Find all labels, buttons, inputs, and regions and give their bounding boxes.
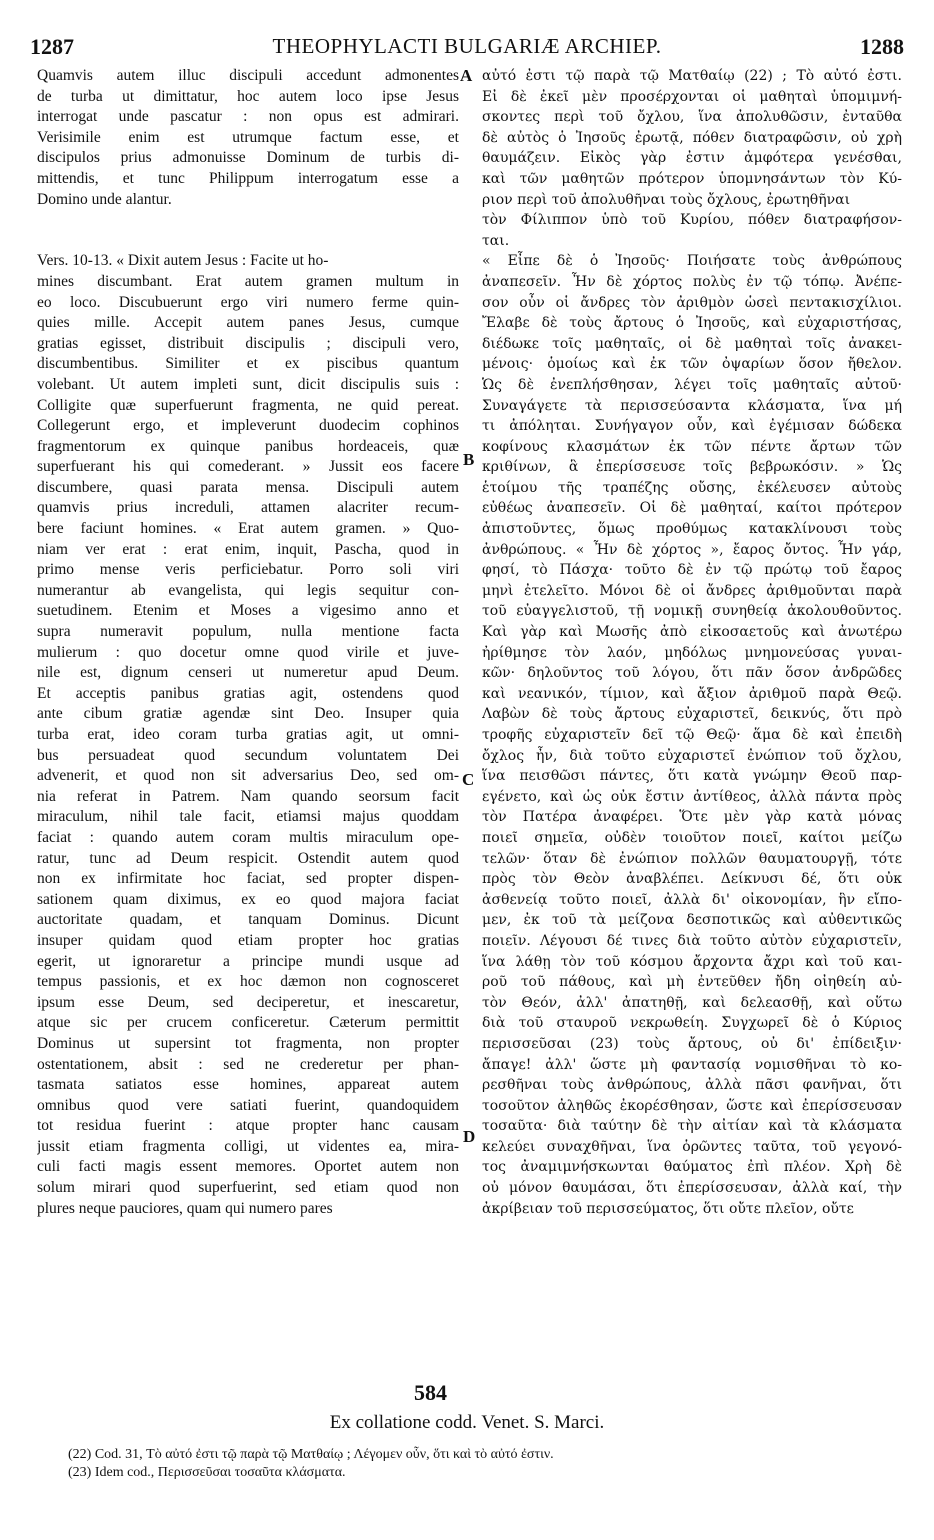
greek-line: ποιεῖν. Λέγουσι δέ τινες διὰ τοῦτο αὐτὸν εὐχαριστεῖν,: [482, 932, 902, 949]
latin-line: sationem quam diximus, ex eo quod majora faciat: [37, 890, 459, 908]
latin-line: mines discumbant. Erat autem gramen multum in: [37, 272, 459, 290]
greek-line: εὐθέως ἀναπεσεῖν. Οἱ δὲ μαθηταί, καίτοι πρότερον: [482, 500, 902, 517]
greek-line: σκοντες περὶ τοῦ ὄχλου, ἵνα ἀπολυθῶσιν, ἐνταῦθα: [482, 109, 902, 126]
greek-line: μεν, ἐκ τοῦ τὰ μείζονα δεσποτικῶς καὶ αὐθεντικῶς: [482, 912, 902, 929]
greek-column: [482, 66, 902, 1219]
greek-line: ρεσθῆναι τοὺς ἀνθρώπους, ἀλλὰ πᾶσι φανῆναι, ὅτι: [482, 1077, 902, 1094]
greek-line: τοῦ εὐαγγελιστοῦ, τῇ νομικῇ συνηθείᾳ ἀκολουθοῦντος.: [482, 603, 902, 620]
greek-line: ἵνα λάθῃ τὸν τοῦ κόσμου ἄρχοντα ἄχρι καὶ τοῦ και-: [482, 953, 902, 970]
latin-line: plures neque pauciores, quam qui numero pares: [37, 1199, 333, 1217]
greek-line: καὶ νεανικόν, τίμιον, καὶ ἄξιον ἀριθμοῦ παρὰ Θεῷ.: [482, 685, 902, 702]
running-title: THEOPHYLACTI BULGARIÆ ARCHIEP.: [272, 34, 662, 58]
greek-line: τι ἀπόληται. Συνήγαγον οὖν, καὶ ἐγέμισαν δώδεκα: [482, 418, 902, 435]
latin-line: [37, 210, 459, 251]
footnote-23: (23) Idem cod., Περισσεῦσαι τοσαῦτα κλάσματα.: [68, 1465, 346, 1480]
latin-line: Collegerunt ergo, et impleverunt duodecim cophinos: [37, 417, 459, 435]
latin-line: Vers. 10-13. « Dixit autem Jesus : Facite ut ho-: [37, 252, 329, 270]
latin-line: niam ver erat : erat enim, inquit, Pascha, quod in: [37, 540, 459, 558]
greek-line: θαυμάζειν. Εἰκὸς γὰρ ἐστιν ἀμφότερα γενέσθαι,: [482, 150, 902, 167]
latin-line: egerit, ut ignoraretur a principe mundi usque ad: [37, 952, 459, 970]
latin-line: quies mille. Accepit autem panes Jesus, cumque: [37, 314, 459, 332]
latin-line: mulierum : quo docetur omne quod virile et juve-: [37, 643, 459, 661]
greek-line: ἑτοίμου τῆς τραπέζης οὔσης, ἐκέλευσεν αὐτοὺς: [482, 479, 902, 496]
footnotes: [68, 1446, 908, 1482]
greek-line: τὸν Πατέρα ἀναφέρει. Ὅτε μὲν γὰρ κατὰ μόνας: [482, 809, 902, 826]
latin-line: gratias egisset, distribuit discipulis ; discipuli vero,: [37, 334, 459, 352]
greek-line: διέδωκε τοῖς μαθηταῖς, οἱ δὲ μαθηταὶ τοῖς ἀνακει-: [482, 335, 902, 352]
right-page-number: 1288: [860, 34, 904, 59]
greek-line: ριον περὶ τοῦ ἀπολυθῆναι τοὺς ὄχλους, ἐρωτηθῆναι: [482, 191, 851, 208]
latin-line: nile est, dignum censeri ut numeretur apud Deum.: [37, 664, 459, 682]
latin-line: advenerit, et quod non sit adversarius Deo, sed om-: [37, 767, 459, 785]
latin-line: ratur, tunc ad Deum respicit. Ostendit autem quod: [37, 849, 459, 867]
greek-line: ται.: [482, 232, 510, 249]
greek-line: κῶν· δηλοῦντος τοῦ λόγου, ὅτι πᾶν ὅσον ἀνδρῶδες: [482, 665, 902, 682]
greek-line: εγένετο, καὶ ὡς οὐκ ἔστιν ἀντίθεος, ἀλλὰ πάντα πρὸς: [482, 788, 902, 805]
greek-line: ἀνθρώπους. « Ἦν δὲ χόρτος », ἔαρος ὄντος. Ἦν γάρ,: [482, 541, 902, 558]
latin-line: discipulos prius admonuisse Dominum de turbis di-: [37, 149, 459, 167]
section-marker-c: C: [462, 770, 475, 789]
greek-line: διὰ τοῦ σταυροῦ νεκρωθείη. Συγχωρεῖ δὲ ὁ Κύριος: [482, 1015, 902, 1032]
collation-note: Ex collatione codd. Venet. S. Marci.: [329, 1412, 605, 1433]
section-marker-a: A: [460, 66, 473, 85]
latin-line: Et acceptis panibus gratias agit, ostendens quod: [37, 684, 459, 702]
greek-line: κριθίνων, ἃ ἐπερίσσευσε τοῖς βεβρωκόσιν. » Ὡς: [482, 459, 902, 476]
greek-line: Ὡς δὲ ἐνεπλήσθησαν, λέγει τοῖς μαθηταῖς αὐτοῦ·: [482, 376, 902, 393]
section-marker-d: D: [463, 1127, 476, 1146]
latin-line: faciat : quando autem coram multis miraculum ope-: [37, 828, 459, 846]
greek-line: Καὶ γὰρ καὶ Μωσῆς ἀπὸ εἰκοσαετοῦς καὶ ἀνωτέρω: [482, 624, 902, 641]
latin-line: tot residua fuerint : atque propter hanc causam: [37, 1117, 459, 1135]
latin-line: atque sic per crucem conficeretur. Cæterum permittit: [37, 1014, 459, 1032]
greek-line: περισσεῦσαι (23) τοὺς ἄρτους, οὐ δι' ἐπίδειξιν·: [482, 1035, 902, 1052]
left-page-number: 1287: [30, 34, 74, 59]
latin-line: quamvis prius increduli, attamen alacriter recum-: [37, 499, 459, 517]
column-number: 584: [414, 1380, 447, 1405]
latin-line: de turba ut dimittatur, hoc autem loco ipse Jesus: [37, 87, 459, 105]
greek-line: πρὸς τὸν Θεὸν ἀναβλέπει. Δείκνυσι δέ, ὅτι οὐκ: [482, 871, 902, 888]
greek-line: τὸν Θεόν, ἀλλ' ἀπατηθῇ, καὶ δελεασθῇ, καὶ οὕτω: [482, 994, 902, 1011]
latin-line: interrogat unde pascatur : non opus est admirari.: [37, 108, 459, 126]
latin-line: auctoritate quadam, et tanquam Dominus. Dicunt: [37, 911, 459, 929]
latin-line: turba erat, ideo coram turba gratias agit, ut omni-: [37, 726, 459, 743]
greek-line: ἄπαγε! ἀλλ' ὥστε μὴ φαντασίᾳ νομισθῆναι τὸ κο-: [482, 1056, 902, 1073]
greek-line: ἀσθενείᾳ τοῦτο ποιεῖ, ἀλλὰ δι' οἰκονομίαν, ἣν εἴπο-: [482, 891, 902, 908]
latin-line: numerantur ab evangelista, qui legis sequitur con-: [37, 581, 459, 599]
greek-line: κελεύει συναχθῆναι, ἵνα ὁρῶντες ταῦτα, τοῦ γεγονό-: [482, 1138, 902, 1155]
latin-line: discumbentibus. Similiter et ex piscibus quantum: [37, 355, 459, 373]
latin-line: Quamvis autem illuc discipuli accedunt admonentes: [37, 67, 459, 84]
greek-line: αὐτό ἐστι τῷ παρὰ τῷ Ματθαίῳ (22) ; Τὸ αὐτό ἐστι.: [482, 68, 902, 84]
latin-line: ante cibum gratiæ agendæ sint Deo. Insuper quia: [37, 705, 459, 723]
footnote-22: (22) Cod. 31, Τὸ αὐτό ἐστι τῷ παρὰ τῷ Ματθαίῳ ; Λέγομεν οὖν, ὅτι καὶ τὸ αὐτό ἐστιν.: [68, 1447, 554, 1462]
greek-line: Συναγάγετε τὰ περισσεύσαντα κλάσματα, ἵνα μή: [482, 397, 902, 414]
latin-line: bere faciunt homines. « Erat autem gramen. » Quo-: [37, 520, 459, 538]
latin-line: primo mense veris perficiebatur. Porro soli viri: [37, 561, 459, 579]
greek-line: φησί, τὸ Πάσχα· τοῦτο δὲ ἐν τῷ πρώτῳ τοῦ ἔαρος: [482, 562, 902, 579]
greek-line: κοφίνους κλασμάτων ἐκ τῶν πέντε ἄρτων τῶν: [482, 438, 902, 455]
greek-line: « Εἶπε δὲ ὁ Ἰησοῦς· Ποιήσατε τοὺς ἀνθρώπους: [482, 253, 902, 270]
section-marker-b: B: [463, 450, 475, 469]
greek-line: ἀπιστοῦντες, ὅμως προθύμως κατακλίνουσι τοὺς: [482, 521, 902, 538]
greek-line: ἀναπεσεῖν. Ἦν δὲ χόρτος πολὺς ἐν τῷ τόπῳ. Ἀνέπε-: [482, 273, 902, 290]
latin-line: Verisimile enim est utrumque factum esse, et: [37, 128, 459, 146]
greek-line: τροφῆς εὐχαριστεῖν δεῖ τῷ Θεῷ· ἅμα δὲ καὶ ἐπειδὴ: [482, 727, 902, 743]
greek-line: Ἔλαβε δὲ τοὺς ἄρτους ὁ Ἰησοῦς, καὶ εὐχαριστήσας,: [482, 315, 902, 332]
greek-line: τοσοῦτον ἀληθῶς ἐκορέσθησαν, ὥστε καὶ ἐπερίσσευσαν: [482, 1097, 902, 1114]
greek-line: οὐ μόνον θαυμάσαι, ὅτι ἐπερίσσευσαν, ἀλλὰ καί, τὴν: [482, 1180, 902, 1197]
greek-line: τος ἀναμιμνήσκωνται θαύματος ἐπὶ πλέον. Χρὴ δὲ: [482, 1159, 902, 1176]
latin-line: miraculum, nihil tale facit, etiamsi majus quoddam: [37, 808, 459, 826]
greek-line: Εἰ δὲ ἐκεῖ μὲν προσέρχονται οἱ μαθηταὶ ὑπομιμνή-: [482, 88, 902, 105]
latin-line: nia referat in Patrem. Nam quando seorsum facit: [37, 787, 459, 805]
greek-line: σον οὖν οἱ ἄνδρες τὸν ἀριθμὸν ὡσεὶ πεντακισχίλιοι.: [482, 294, 902, 311]
greek-line: τελῶν· ὅταν δὲ ἐνώπιον πολλῶν θαυματουργῇ, τότε: [482, 850, 902, 867]
latin-line: Dominus ut supersint tot fragmenta, non propter: [37, 1034, 459, 1052]
latin-line: Colligite quæ superfuerunt fragmenta, ne quid pereat.: [37, 396, 459, 414]
greek-line: τὸν Φίλιππον ὑπὸ τοῦ Κυρίου, πόθεν διατραφήσον-: [482, 212, 902, 229]
latin-line: jussit etiam fragmenta colligi, ut videntes ea, mira-: [37, 1137, 459, 1155]
latin-line: fragmentorum ex quinque panibus hordeaceis, quæ: [37, 437, 459, 455]
greek-line: ὄχλος ἦν, διὰ τοῦτο εὐχαριστεῖ ἐνώπιον τοῦ ὄχλου,: [482, 747, 902, 764]
running-header: [30, 30, 904, 64]
greek-line: τοσαῦτα· διὰ ταύτην δὲ τὴν αἰτίαν καὶ τὰ κλάσματα: [482, 1118, 902, 1135]
greek-line: ἀκρίβειαν τοῦ περισσεύματος, ὅτι οὔτε πλεῖον, οὔτε: [482, 1200, 854, 1217]
greek-line: ροῦ τοῦ πάθους, καὶ μὴ ἐντεῦθεν ἤδη οἰηθείη αὐ-: [482, 974, 902, 991]
latin-line: bus persuadeat quod secundum voluntatem Dei: [37, 746, 459, 764]
latin-line: Domino unde alantur.: [37, 190, 172, 208]
greek-line: μηνὶ ἐτελεῖτο. Μόνοι δὲ οἱ ἄνδρες ἀριθμοῦνται παρὰ: [482, 582, 902, 599]
greek-line: ποιεῖ σημεῖα, οὐδὲν τοιοῦτον ποιεῖ, καίτοι μείζω: [482, 829, 902, 846]
latin-line: ipsum esse Deum, sed deciperetur, et inescaretur,: [37, 993, 459, 1011]
latin-line: volebant. Ut autem impleti sunt, dicit discipulis suis :: [37, 375, 459, 393]
latin-line: culi facti magis essent memores. Oportet autem non: [37, 1158, 459, 1176]
greek-line: Λαβὼν δὲ τοὺς ἄρτους εὐχαριστεῖ, δεικνύς, ὅτι πρὸ: [482, 706, 902, 723]
latin-line: non ex infirmitate hoc faciat, sed propter dispen-: [37, 870, 459, 888]
latin-line: eo loco. Discubuerunt ergo viri numero ferme quin-: [37, 293, 459, 311]
greek-line: μένοις· ὁμοίως καὶ ἐκ τῶν ὀψαρίων ὅσον ἤθελον.: [482, 356, 902, 373]
latin-line: tempus passionis, et ex hoc dæmon non cognosceret: [37, 973, 459, 991]
latin-line: discumbere, quasi parata mensa. Discipuli autem: [37, 478, 459, 496]
greek-line: καὶ τῶν μαθητῶν πρότερον ὑπομνησάντων τὸν Κύ-: [482, 170, 902, 187]
latin-line: tasmata satiatos esse homines, appareat autem: [37, 1076, 459, 1094]
latin-line: supra numeravit populum, nulla mentione facta: [37, 623, 459, 641]
greek-line: δὲ αὐτὸς ὁ Ἰησοῦς ἐρωτᾷ, πόθεν διατραφῶσιν, οὐ χρὴ: [482, 129, 902, 146]
latin-line: insuper quidam quod etiam propter hoc gratias: [37, 931, 459, 949]
latin-column: [37, 66, 459, 1219]
latin-line: mittendis, et tunc Philippum interrogatum esse a: [37, 169, 459, 187]
latin-line: ostentationem, absit : sed ne crederetur per phan-: [37, 1055, 459, 1073]
greek-line: ἵνα πεισθῶσι πάντες, ὅτι κατὰ γνώμην Θεοῦ παρ-: [482, 768, 902, 785]
latin-line: solum mirari quod superfuerint, sed etiam quod non: [37, 1179, 459, 1197]
latin-line: superfuerant his qui comederant. » Jussit eos facere: [37, 458, 459, 476]
latin-line: suetudinem. Etenim et Moses a vigesimo anno et: [37, 602, 459, 620]
greek-line: ἠρίθμησε τὸν λαόν, μηδόλως μνημονεύσας γυναι-: [482, 644, 902, 661]
latin-line: omnibus quod vere satiati fuerint, quandoquidem: [37, 1096, 459, 1114]
